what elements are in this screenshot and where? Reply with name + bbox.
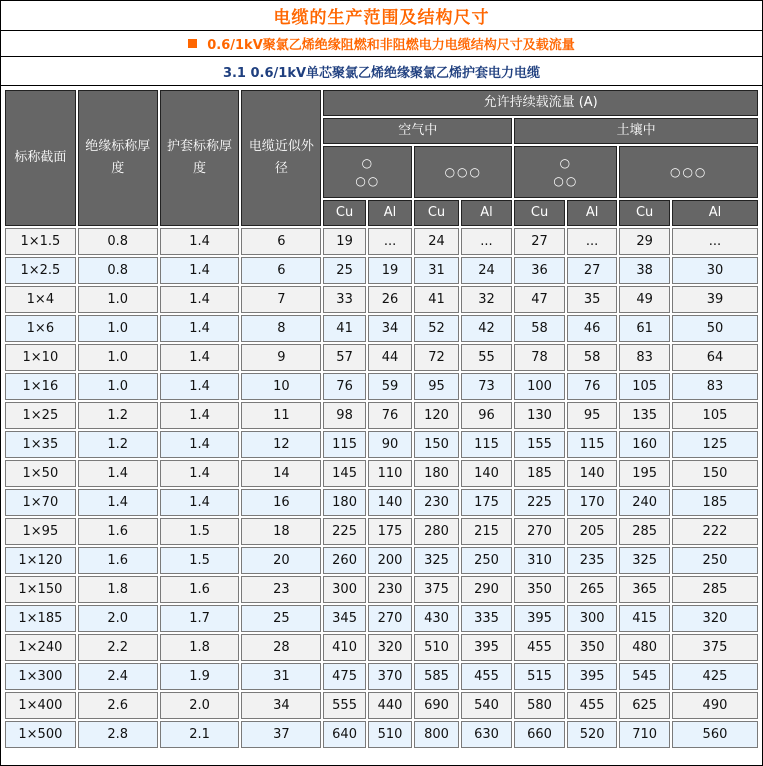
cell-soil-trefoil-al: 350 [567, 634, 618, 661]
cell-air-trefoil-cu: 19 [323, 228, 365, 255]
table-row [5, 547, 758, 574]
table-row [5, 489, 758, 516]
cell-air-trefoil-al: 59 [368, 373, 412, 400]
cell-air-trefoil-al: 34 [368, 315, 412, 342]
cell-air-flat-al: 290 [461, 576, 513, 603]
header-air-trefoil [323, 146, 412, 198]
cell-soil-flat-cu: 325 [619, 547, 670, 574]
cell-soil-flat-cu: 625 [619, 692, 670, 719]
cell-air-trefoil-cu: 345 [323, 605, 365, 632]
cell-insulation: 2.4 [78, 663, 158, 690]
cell-soil-trefoil-al: 115 [567, 431, 618, 458]
header-sheath: 护套标称厚度 [160, 90, 240, 226]
cell-section: 1×300 [5, 663, 76, 690]
header-al: Al [672, 200, 758, 226]
cell-air-flat-al: 55 [461, 344, 513, 371]
section-heading: 3.1 0.6/1kV单芯聚氯乙烯绝缘聚氯乙烯护套电力电缆 [1, 57, 762, 86]
cell-air-flat-al: 115 [461, 431, 513, 458]
cell-soil-trefoil-cu: 27 [514, 228, 565, 255]
cell-air-flat-cu: 690 [414, 692, 458, 719]
cell-air-trefoil-cu: 300 [323, 576, 365, 603]
header-cu: Cu [414, 200, 458, 226]
cell-air-trefoil-al: 19 [368, 257, 412, 284]
cell-sheath: 1.4 [160, 315, 240, 342]
trefoil-bottom-icon: ○○ [355, 174, 381, 188]
cell-air-flat-cu: 430 [414, 605, 458, 632]
cell-air-trefoil-cu: 57 [323, 344, 365, 371]
cell-outer-diameter: 10 [241, 373, 321, 400]
cell-section: 1×35 [5, 431, 76, 458]
cell-soil-trefoil-cu: 36 [514, 257, 565, 284]
cell-soil-trefoil-cu: 270 [514, 518, 565, 545]
cell-insulation: 1.8 [78, 576, 158, 603]
cell-outer-diameter: 31 [241, 663, 321, 690]
cell-soil-trefoil-cu: 580 [514, 692, 565, 719]
cell-section: 1×25 [5, 402, 76, 429]
cell-sheath: 1.5 [160, 518, 240, 545]
cell-soil-flat-al: 222 [672, 518, 758, 545]
table-row [5, 605, 758, 632]
cell-soil-trefoil-cu: 350 [514, 576, 565, 603]
cell-soil-flat-al: 30 [672, 257, 758, 284]
cell-soil-flat-cu: 49 [619, 286, 670, 313]
cell-section: 1×50 [5, 460, 76, 487]
cell-insulation: 0.8 [78, 228, 158, 255]
cell-air-trefoil-cu: 180 [323, 489, 365, 516]
cell-outer-diameter: 7 [241, 286, 321, 313]
header-al: Al [567, 200, 618, 226]
cell-soil-flat-al: 64 [672, 344, 758, 371]
cell-soil-flat-cu: 365 [619, 576, 670, 603]
cell-air-trefoil-cu: 640 [323, 721, 365, 748]
cell-air-flat-cu: 585 [414, 663, 458, 690]
cell-insulation: 1.0 [78, 286, 158, 313]
cell-soil-trefoil-al: 520 [567, 721, 618, 748]
cell-outer-diameter: 6 [241, 228, 321, 255]
cell-section: 1×120 [5, 547, 76, 574]
header-section: 标称截面 [5, 90, 76, 226]
cell-soil-trefoil-cu: 155 [514, 431, 565, 458]
cell-air-trefoil-al: 510 [368, 721, 412, 748]
cell-insulation: 1.2 [78, 431, 158, 458]
table-container [1, 86, 762, 750]
cell-insulation: 1.4 [78, 489, 158, 516]
cell-section: 1×95 [5, 518, 76, 545]
cell-air-flat-cu: 24 [414, 228, 458, 255]
cell-section: 1×185 [5, 605, 76, 632]
cell-insulation: 0.8 [78, 257, 158, 284]
table-row [5, 460, 758, 487]
table-row [5, 402, 758, 429]
cell-sheath: 1.4 [160, 257, 240, 284]
cell-air-flat-cu: 120 [414, 402, 458, 429]
table-row [5, 257, 758, 284]
header-insulation: 绝缘标称厚度 [78, 90, 158, 226]
cell-soil-flat-al: 39 [672, 286, 758, 313]
cell-soil-trefoil-al: 170 [567, 489, 618, 516]
cell-soil-flat-cu: 545 [619, 663, 670, 690]
cell-air-flat-cu: 325 [414, 547, 458, 574]
cell-air-flat-al: 24 [461, 257, 513, 284]
cell-air-trefoil-al: 320 [368, 634, 412, 661]
cell-outer-diameter: 11 [241, 402, 321, 429]
table-row [5, 228, 758, 255]
cell-air-flat-cu: 280 [414, 518, 458, 545]
cell-sheath: 1.4 [160, 344, 240, 371]
cell-soil-trefoil-al: 265 [567, 576, 618, 603]
cell-insulation: 2.0 [78, 605, 158, 632]
cell-section: 1×10 [5, 344, 76, 371]
cell-sheath: 2.0 [160, 692, 240, 719]
cell-air-trefoil-cu: 25 [323, 257, 365, 284]
cell-air-trefoil-al: 76 [368, 402, 412, 429]
cell-soil-trefoil-cu: 130 [514, 402, 565, 429]
cell-soil-trefoil-cu: 78 [514, 344, 565, 371]
cell-outer-diameter: 28 [241, 634, 321, 661]
cell-insulation: 1.0 [78, 315, 158, 342]
page-title: 电缆的生产范围及结构尺寸 [1, 1, 762, 31]
cell-outer-diameter: 9 [241, 344, 321, 371]
table-row [5, 721, 758, 748]
cell-section: 1×2.5 [5, 257, 76, 284]
cell-soil-trefoil-al: 140 [567, 460, 618, 487]
cell-soil-flat-cu: 710 [619, 721, 670, 748]
cell-air-flat-al: 96 [461, 402, 513, 429]
cell-soil-trefoil-al: 455 [567, 692, 618, 719]
cell-soil-flat-al: 150 [672, 460, 758, 487]
cell-section: 1×70 [5, 489, 76, 516]
cell-soil-flat-cu: 61 [619, 315, 670, 342]
cell-sheath: 1.4 [160, 373, 240, 400]
header-ampacity: 允许持续载流量 (A) [323, 90, 758, 116]
cell-air-trefoil-cu: 410 [323, 634, 365, 661]
cell-soil-trefoil-al: 58 [567, 344, 618, 371]
cell-air-trefoil-al: 200 [368, 547, 412, 574]
cell-soil-flat-al: 375 [672, 634, 758, 661]
cell-outer-diameter: 12 [241, 431, 321, 458]
cell-soil-trefoil-cu: 310 [514, 547, 565, 574]
cell-air-flat-al: 42 [461, 315, 513, 342]
cell-air-trefoil-cu: 115 [323, 431, 365, 458]
cell-sheath: 1.8 [160, 634, 240, 661]
cell-air-trefoil-al: 270 [368, 605, 412, 632]
table-row [5, 518, 758, 545]
cell-insulation: 1.2 [78, 402, 158, 429]
cell-soil-flat-al: 185 [672, 489, 758, 516]
cell-insulation: 1.6 [78, 547, 158, 574]
cell-insulation: 1.0 [78, 344, 158, 371]
cell-soil-trefoil-cu: 58 [514, 315, 565, 342]
cell-section: 1×16 [5, 373, 76, 400]
cell-soil-flat-al: 105 [672, 402, 758, 429]
cell-air-flat-al: 395 [461, 634, 513, 661]
header-air-flat: ○○○ [414, 146, 512, 198]
cell-soil-trefoil-al: 235 [567, 547, 618, 574]
cell-air-flat-al: 540 [461, 692, 513, 719]
cell-section: 1×4 [5, 286, 76, 313]
cell-air-trefoil-al: ... [368, 228, 412, 255]
cell-air-trefoil-al: 90 [368, 431, 412, 458]
cell-soil-flat-al: 320 [672, 605, 758, 632]
cell-soil-trefoil-cu: 100 [514, 373, 565, 400]
cell-sheath: 1.4 [160, 286, 240, 313]
cell-air-flat-cu: 95 [414, 373, 458, 400]
cell-soil-trefoil-al: 76 [567, 373, 618, 400]
cell-soil-flat-cu: 160 [619, 431, 670, 458]
cell-air-flat-cu: 510 [414, 634, 458, 661]
cell-sheath: 1.7 [160, 605, 240, 632]
cell-outer-diameter: 14 [241, 460, 321, 487]
cell-section: 1×6 [5, 315, 76, 342]
cell-air-trefoil-cu: 41 [323, 315, 365, 342]
header-al: Al [461, 200, 513, 226]
cell-air-flat-cu: 180 [414, 460, 458, 487]
cell-air-flat-al: 32 [461, 286, 513, 313]
cell-soil-flat-al: 560 [672, 721, 758, 748]
table-row [5, 431, 758, 458]
cell-soil-flat-cu: 38 [619, 257, 670, 284]
cell-outer-diameter: 37 [241, 721, 321, 748]
table-row [5, 373, 758, 400]
cell-section: 1×500 [5, 721, 76, 748]
table-row [5, 344, 758, 371]
cell-soil-trefoil-cu: 660 [514, 721, 565, 748]
cell-outer-diameter: 6 [241, 257, 321, 284]
cell-sheath: 1.4 [160, 460, 240, 487]
cell-insulation: 1.4 [78, 460, 158, 487]
cell-air-flat-cu: 150 [414, 431, 458, 458]
subtitle [1, 31, 762, 57]
cell-air-flat-al: ... [461, 228, 513, 255]
cell-soil-trefoil-al: 300 [567, 605, 618, 632]
cell-outer-diameter: 16 [241, 489, 321, 516]
cell-outer-diameter: 23 [241, 576, 321, 603]
cell-insulation: 1.0 [78, 373, 158, 400]
header-al: Al [368, 200, 412, 226]
trefoil-top-icon: ○ [559, 156, 573, 170]
table-body [5, 228, 758, 748]
cell-soil-trefoil-al: 35 [567, 286, 618, 313]
cell-soil-flat-cu: 135 [619, 402, 670, 429]
table-row [5, 286, 758, 313]
cell-air-flat-cu: 31 [414, 257, 458, 284]
cell-insulation: 2.8 [78, 721, 158, 748]
cell-outer-diameter: 25 [241, 605, 321, 632]
cell-outer-diameter: 18 [241, 518, 321, 545]
cell-soil-trefoil-cu: 515 [514, 663, 565, 690]
cell-soil-flat-cu: 480 [619, 634, 670, 661]
cell-sheath: 1.4 [160, 402, 240, 429]
cell-air-trefoil-al: 370 [368, 663, 412, 690]
table-row [5, 576, 758, 603]
cell-soil-trefoil-al: 46 [567, 315, 618, 342]
cell-soil-flat-cu: 415 [619, 605, 670, 632]
cell-air-flat-cu: 41 [414, 286, 458, 313]
cell-sheath: 1.5 [160, 547, 240, 574]
cell-air-trefoil-cu: 225 [323, 518, 365, 545]
cell-soil-flat-cu: 195 [619, 460, 670, 487]
cell-sheath: 1.9 [160, 663, 240, 690]
cell-air-trefoil-al: 175 [368, 518, 412, 545]
table-row [5, 692, 758, 719]
square-bullet-icon [188, 39, 197, 48]
cell-air-flat-al: 140 [461, 460, 513, 487]
cell-air-flat-al: 175 [461, 489, 513, 516]
cell-air-flat-al: 73 [461, 373, 513, 400]
cell-sheath: 1.4 [160, 489, 240, 516]
cell-air-trefoil-cu: 555 [323, 692, 365, 719]
trefoil-top-icon: ○ [361, 156, 375, 170]
header-in-soil: 土壤中 [514, 118, 758, 144]
cell-air-trefoil-al: 230 [368, 576, 412, 603]
cell-soil-flat-cu: 285 [619, 518, 670, 545]
cell-air-flat-cu: 52 [414, 315, 458, 342]
header-outer-diameter: 电缆近似外径 [241, 90, 321, 226]
cell-soil-trefoil-al: 395 [567, 663, 618, 690]
subtitle-text: 0.6/1kV聚氯乙烯绝缘阻燃和非阻燃电力电缆结构尺寸及载流量 [207, 38, 575, 53]
cell-soil-flat-cu: 29 [619, 228, 670, 255]
cell-air-flat-cu: 230 [414, 489, 458, 516]
cell-soil-trefoil-al: 95 [567, 402, 618, 429]
cell-soil-flat-al: 490 [672, 692, 758, 719]
cell-soil-trefoil-cu: 395 [514, 605, 565, 632]
header-cu: Cu [323, 200, 365, 226]
trefoil-bottom-icon: ○○ [553, 174, 579, 188]
cell-soil-trefoil-al: 205 [567, 518, 618, 545]
cable-spec-table [3, 88, 760, 750]
cell-air-flat-al: 335 [461, 605, 513, 632]
cell-soil-trefoil-cu: 225 [514, 489, 565, 516]
cell-soil-flat-al: 285 [672, 576, 758, 603]
cell-soil-trefoil-al: ... [567, 228, 618, 255]
cell-soil-flat-al: 250 [672, 547, 758, 574]
cell-air-trefoil-cu: 76 [323, 373, 365, 400]
cell-section: 1×400 [5, 692, 76, 719]
cell-air-flat-al: 215 [461, 518, 513, 545]
cell-soil-flat-al: ... [672, 228, 758, 255]
cell-air-trefoil-cu: 260 [323, 547, 365, 574]
cell-soil-trefoil-cu: 185 [514, 460, 565, 487]
cell-section: 1×150 [5, 576, 76, 603]
header-soil-trefoil [514, 146, 617, 198]
cell-soil-flat-al: 425 [672, 663, 758, 690]
cell-soil-trefoil-al: 27 [567, 257, 618, 284]
cell-air-flat-cu: 375 [414, 576, 458, 603]
cell-section: 1×1.5 [5, 228, 76, 255]
cell-insulation: 2.6 [78, 692, 158, 719]
table-row [5, 315, 758, 342]
cell-soil-flat-al: 83 [672, 373, 758, 400]
cell-sheath: 2.1 [160, 721, 240, 748]
cell-sheath: 1.4 [160, 431, 240, 458]
cell-air-trefoil-al: 110 [368, 460, 412, 487]
cell-outer-diameter: 34 [241, 692, 321, 719]
cell-air-trefoil-cu: 98 [323, 402, 365, 429]
cell-soil-flat-al: 50 [672, 315, 758, 342]
table-row [5, 634, 758, 661]
cell-soil-flat-cu: 240 [619, 489, 670, 516]
cell-air-trefoil-al: 26 [368, 286, 412, 313]
cell-outer-diameter: 20 [241, 547, 321, 574]
cell-sheath: 1.4 [160, 228, 240, 255]
cell-soil-trefoil-cu: 455 [514, 634, 565, 661]
cell-air-trefoil-al: 44 [368, 344, 412, 371]
header-cu: Cu [514, 200, 565, 226]
cell-soil-flat-al: 125 [672, 431, 758, 458]
cell-section: 1×240 [5, 634, 76, 661]
cell-sheath: 1.6 [160, 576, 240, 603]
cell-air-flat-al: 455 [461, 663, 513, 690]
cell-outer-diameter: 8 [241, 315, 321, 342]
cell-air-trefoil-cu: 33 [323, 286, 365, 313]
header-soil-flat: ○○○ [619, 146, 758, 198]
cell-air-flat-al: 630 [461, 721, 513, 748]
cell-insulation: 2.2 [78, 634, 158, 661]
cell-air-trefoil-cu: 145 [323, 460, 365, 487]
cell-air-trefoil-al: 440 [368, 692, 412, 719]
header-in-air: 空气中 [323, 118, 512, 144]
cell-soil-flat-cu: 83 [619, 344, 670, 371]
cell-air-trefoil-al: 140 [368, 489, 412, 516]
cell-insulation: 1.6 [78, 518, 158, 545]
cell-air-flat-al: 250 [461, 547, 513, 574]
cell-air-flat-cu: 72 [414, 344, 458, 371]
cell-air-flat-cu: 800 [414, 721, 458, 748]
cell-soil-flat-cu: 105 [619, 373, 670, 400]
cell-soil-trefoil-cu: 47 [514, 286, 565, 313]
cell-air-trefoil-cu: 475 [323, 663, 365, 690]
header-cu: Cu [619, 200, 670, 226]
table-row [5, 663, 758, 690]
